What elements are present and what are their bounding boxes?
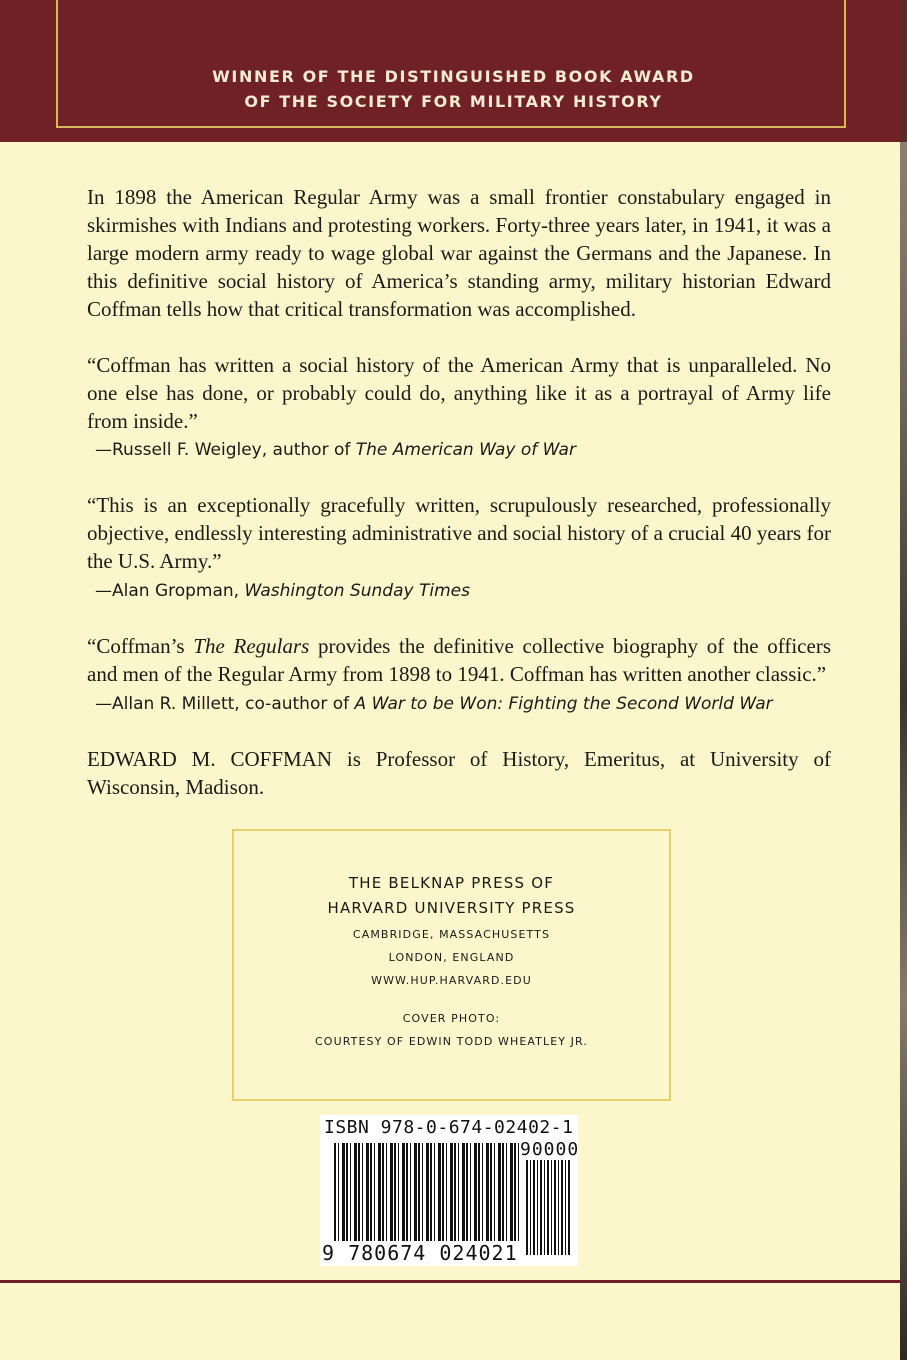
publisher-london: LONDON, ENGLAND bbox=[388, 951, 515, 964]
award-line-2: OF THE SOCIETY FOR MILITARY HISTORY bbox=[244, 92, 663, 111]
publisher-name bbox=[234, 871, 669, 921]
attribution-prefix: —Allan R. Millett, co-author of bbox=[95, 694, 355, 714]
publisher-address bbox=[234, 923, 669, 992]
ean-number: 9 780674 024021 bbox=[322, 1241, 518, 1265]
photo-credit-text: COURTESY OF EDWIN TODD WHEATLEY JR. bbox=[315, 1035, 588, 1048]
attribution-title: A War to be Won: Fighting the Second World War bbox=[354, 694, 773, 714]
review-quote-1: “Coffman has written a social history of the American Army that is unparalleled. No one else has done, or probably could do, anything like it as a portrayal of Army life from inside.” bbox=[87, 353, 831, 433]
attribution-title: The American Way of War bbox=[355, 440, 576, 460]
bottom-rule bbox=[0, 1280, 900, 1283]
attribution-prefix: —Russell F. Weigley, author of bbox=[95, 440, 356, 460]
award-line-1: WINNER OF THE DISTINGUISHED BOOK AWARD bbox=[212, 67, 695, 86]
review-attribution-1 bbox=[95, 439, 576, 461]
attribution-title: Washington Sunday Times bbox=[244, 581, 470, 601]
photo-credit bbox=[234, 1007, 669, 1053]
review-quote-2: “This is an exceptionally gracefully written, scrupulously researched, professionally objective, endlessly interesting administrative and social history of a crucial 40 years for the U.S. Army.” bbox=[87, 493, 831, 573]
addon-barcode-bars bbox=[526, 1160, 572, 1255]
review-attribution-2 bbox=[95, 580, 470, 602]
review-attribution-3 bbox=[95, 693, 773, 715]
book-description: In 1898 the American Regular Army was a small frontier constabulary engaged in skirmishes with Indians and protesting workers. Forty-three years later, in 1941, it was a large modern army ready to wage global war against the Germans and the Japanese. In this definitive social history of America’s standing army, military historian Edward Coffman tells how that critical transformation was accomplished. bbox=[87, 185, 831, 321]
attribution-prefix: —Alan Gropman, bbox=[95, 581, 245, 601]
publisher-line-1: THE BELKNAP PRESS OF bbox=[348, 874, 555, 892]
price-addon-number: 90000 bbox=[520, 1139, 580, 1160]
author-bio: EDWARD M. COFFMAN is Professor of History, Emeritus, at University of Wisconsin, Madison. bbox=[87, 747, 831, 799]
quote-body: provides the definitive collective biography of the officers and men of the Regular Army from 1898 to 1941. Coffman has written another classic.” bbox=[87, 634, 831, 686]
publisher-website: WWW.HUP.HARVARD.EDU bbox=[371, 974, 532, 987]
ean-barcode-bars bbox=[334, 1143, 520, 1255]
publisher-box bbox=[232, 829, 671, 1101]
isbn-text: ISBN 978-0-674-02402-1 bbox=[324, 1117, 574, 1138]
publisher-city: CAMBRIDGE, MASSACHUSETTS bbox=[352, 928, 551, 941]
isbn-barcode bbox=[320, 1115, 578, 1266]
publisher-line-2: HARVARD UNIVERSITY PRESS bbox=[327, 899, 576, 917]
photo-credit-label: COVER PHOTO: bbox=[402, 1012, 501, 1025]
review-quote-3 bbox=[87, 632, 831, 688]
quote-book-title: The Regulars bbox=[193, 634, 310, 658]
award-banner bbox=[0, 0, 900, 142]
quote-prefix: “Coffman’s bbox=[87, 634, 194, 658]
award-text bbox=[0, 64, 907, 114]
